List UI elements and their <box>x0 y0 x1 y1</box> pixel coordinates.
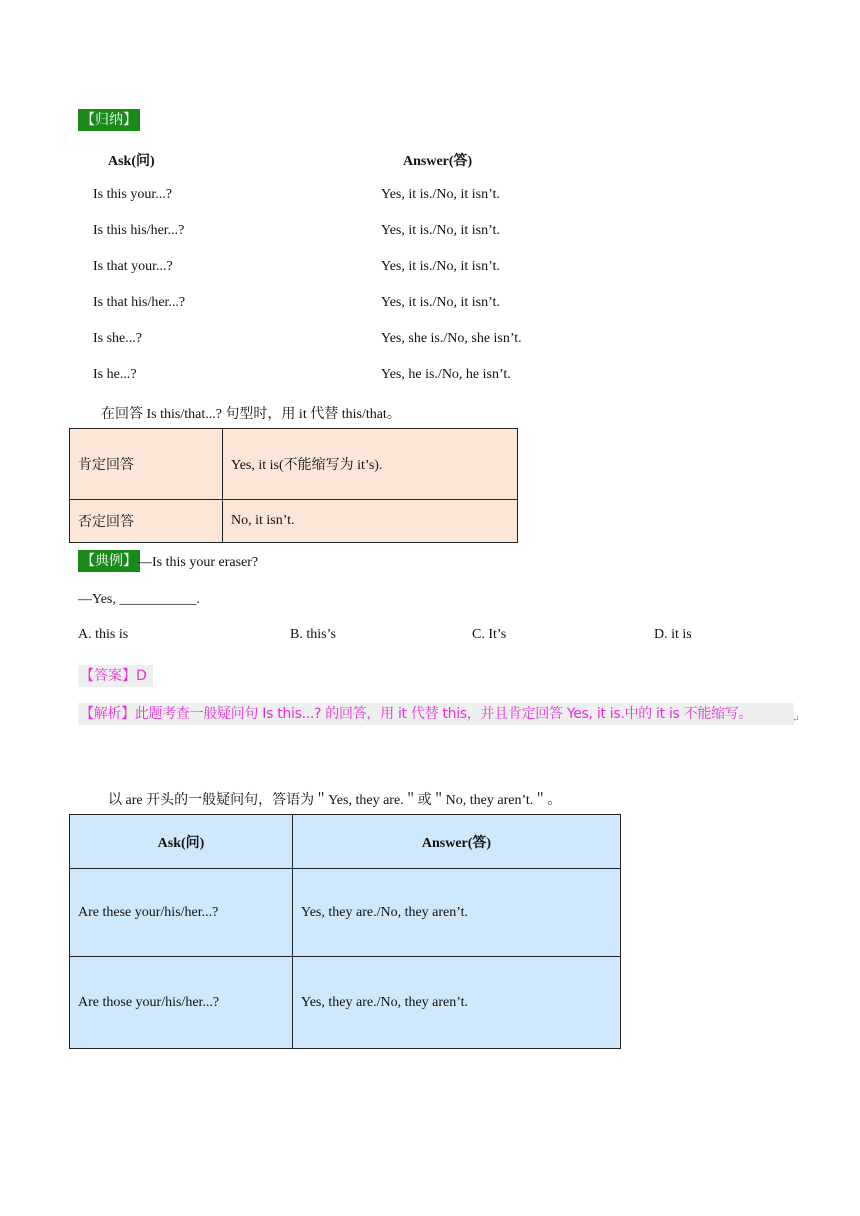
option-b: B. this’s <box>290 627 336 642</box>
are-table <box>69 814 621 1049</box>
are-answer-2: Yes, they are./No, they aren’t. <box>293 957 621 1049</box>
are-ask-2: Are those your/his/her...? <box>70 957 293 1049</box>
summary-answer-2: Yes, it is./No, it isn’t. <box>381 223 500 238</box>
example-answer: 【答案】D <box>78 665 153 687</box>
example-reply: —Yes, ___________. <box>78 592 200 607</box>
negative-label: 否定回答 <box>70 500 223 543</box>
summary-answer-3: Yes, it is./No, it isn’t. <box>381 259 500 274</box>
are-ask-1: Are these your/his/her...? <box>70 869 293 957</box>
answer-table <box>69 428 518 543</box>
summary-ask-5: Is she...? <box>93 331 142 346</box>
affirmative-value: Yes, it is(不能缩写为 it’s). <box>223 429 518 500</box>
summary-ask-1: Is this your...? <box>93 187 172 202</box>
summary-answer-1: Yes, it is./No, it isn’t. <box>381 187 500 202</box>
answer-table-row <box>70 500 518 543</box>
are-ask-header: Ask(问) <box>70 815 293 869</box>
negative-value: No, it isn’t. <box>223 500 518 543</box>
summary-ask-2: Is this his/her...? <box>93 223 185 238</box>
option-c: C. It’s <box>472 627 507 642</box>
are-note: 以 are 开头的一般疑问句，答语为＂Yes, they are.＂或＂No, they aren’t.＂。 <box>108 793 562 808</box>
summary-answer-5: Yes, she is./No, she isn’t. <box>381 331 522 346</box>
summary-note: 在回答 Is this/that...? 句型时，用 it 代替 this/that。 <box>101 407 401 422</box>
summary-ask-4: Is that his/her...? <box>93 295 186 310</box>
ask-header: Ask(问) <box>108 154 155 169</box>
summary-ask-6: Is he...? <box>93 367 137 382</box>
summary-answer-4: Yes, it is./No, it isn’t. <box>381 295 500 310</box>
summary-answer-6: Yes, he is./No, he isn’t. <box>381 367 511 382</box>
answer-header: Answer(答) <box>403 154 473 169</box>
summary-ask-3: Is that your...? <box>93 259 173 274</box>
example-question: —Is this your eraser? <box>138 555 259 570</box>
table-row <box>70 957 621 1049</box>
are-answer-1: Yes, they are./No, they aren’t. <box>293 869 621 957</box>
table-row <box>70 869 621 957</box>
example-analysis: 【解析】此题考查一般疑问句 Is this...? 的回答，用 it 代替 this，并且肯定回答 Yes, it is.中的 it is 不能缩写。 <box>78 703 794 725</box>
option-a: A. this is <box>78 627 129 642</box>
example-tag: 【典例】 <box>78 550 140 572</box>
return-mark-icon: ↵ <box>792 714 800 724</box>
option-d: D. it is <box>654 627 692 642</box>
are-answer-header: Answer(答) <box>293 815 621 869</box>
answer-table-row <box>70 429 518 500</box>
affirmative-label: 肯定回答 <box>70 429 223 500</box>
summary-tag: 【归纳】 <box>78 109 140 131</box>
are-table-header <box>70 815 621 869</box>
